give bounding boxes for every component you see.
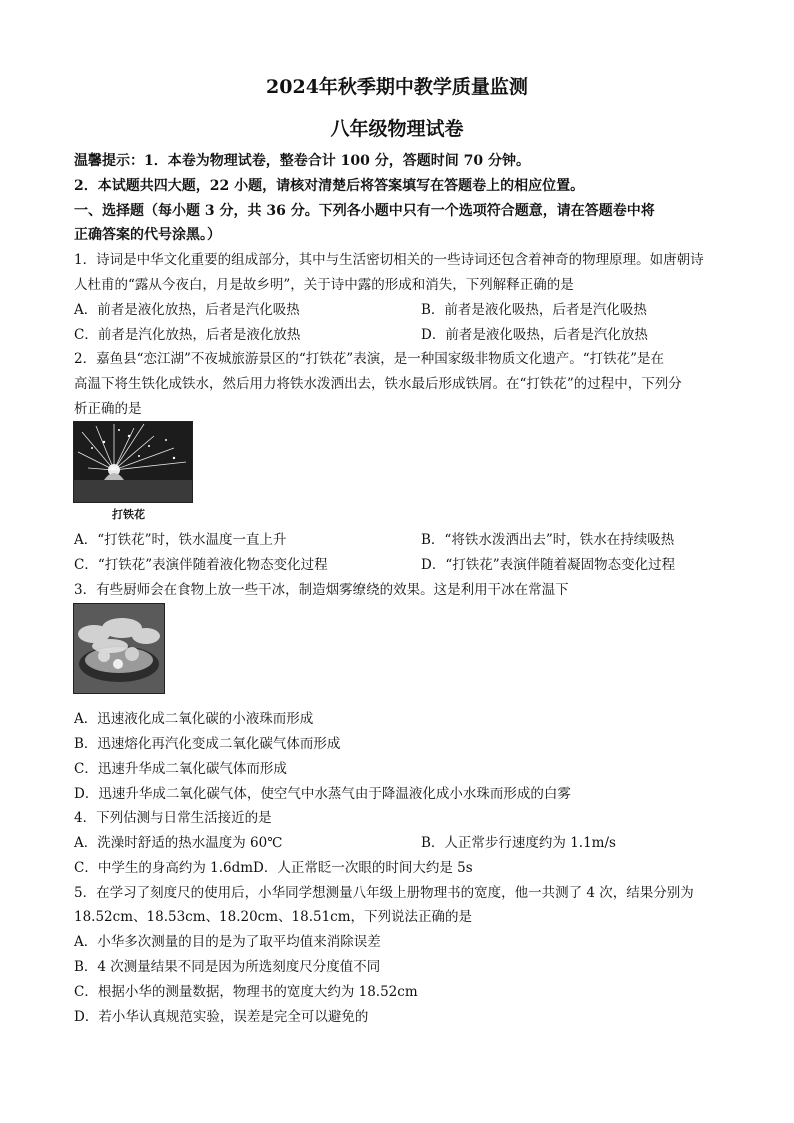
q2-option-c: C．“打铁花”表演伴随着液化物态变化过程 (74, 557, 328, 573)
q5-stem-1: 5．在学习了刻度尺的使用后，小华同学想测量八年级上册物理书的宽度，他一共测了 4 次，结果分别为 (74, 885, 694, 901)
q4-stem: 4．下列估测与日常生活接近的是 (74, 810, 272, 826)
q3-option-d: D．迅速升华成二氧化碳气体，使空气中水蒸气由于降温液化成小水珠而形成的白雾 (74, 786, 571, 802)
q5-option-d: D．若小华认真规范实验，误差是完全可以避免的 (74, 1009, 369, 1025)
notes-line-1: 温馨提示：1．本卷为物理试卷，整卷合计 100 分，答题时间 70 分钟。 (74, 153, 530, 169)
q1-option-d: D．前者是液化吸热，后者是汽化放热 (421, 327, 648, 343)
q4-option-cd: C．中学生的身高约为 1.6dmD．人正常眨一次眼的时间大约是 5s (74, 860, 473, 876)
q1-stem-2: 人杜甫的“露从今夜白，月是故乡明”，关于诗中露的形成和消失，下列解释正确的是 (74, 277, 574, 293)
q5-option-b: B．4 次测量结果不同是因为所选刻度尺分度值不同 (74, 959, 381, 975)
q2-option-b: B．“将铁水泼洒出去”时，铁水在持续吸热 (421, 532, 675, 548)
q3-option-b: B．迅速熔化再汽化变成二氧化碳气体而形成 (74, 736, 341, 752)
iron-flower-image (74, 422, 192, 502)
q1-option-b: B．前者是液化吸热，后者是汽化吸热 (421, 302, 647, 318)
q1-option-c: C．前者是汽化放热，后者是液化放热 (74, 327, 301, 343)
section-heading-cont: 正确答案的代号涂黑。） (74, 227, 221, 243)
q2-option-d: D．“打铁花”表演伴随着凝固物态变化过程 (421, 557, 676, 573)
q5-option-c: C．根据小华的测量数据，物理书的宽度大约为 18.52cm (74, 984, 418, 1000)
q2-stem-3: 析正确的是 (74, 401, 142, 417)
dry-ice-photo (73, 603, 165, 694)
q4-option-b: B．人正常步行速度约为 1.1m/s (421, 835, 616, 851)
q3-stem: 3．有些厨师会在食物上放一些干冰，制造烟雾缭绕的效果。这是利用干冰在常温下 (74, 582, 569, 598)
q4-option-a: A．洗澡时舒适的热水温度为 60℃ (74, 835, 283, 851)
q1-option-a: A．前者是液化放热，后者是汽化吸热 (74, 302, 300, 318)
q2-stem-1: 2．嘉鱼县“恋江湖”不夜城旅游景区的“打铁花”表演，是一种国家级非物质文化遗产。“打铁花”是在 (74, 351, 664, 367)
iron-flower-photo (73, 421, 193, 503)
section-heading: 一、选择题（每小题 3 分，共 36 分。下列各小题中只有一个选项符合题意，请在答题卷中将 (74, 203, 655, 219)
q3-option-c: C．迅速升华成二氧化碳气体而形成 (74, 761, 287, 777)
notes-line-2: 2．本试题共四大题，22 小题，请核对清楚后将答案填写在答题卷上的相应位置。 (74, 178, 585, 194)
photo-caption: 打铁花 (112, 508, 145, 521)
q2-option-a: A．“打铁花”时，铁水温度一直上升 (74, 532, 287, 548)
q2-stem-2: 高温下将生铁化成铁水，然后用力将铁水泼洒出去，铁水最后形成铁屑。在“打铁花”的过程中，下列分 (74, 376, 682, 392)
exam-subtitle: 八年级物理试卷 (330, 118, 464, 140)
q5-stem-2: 18.52cm、18.53cm、18.20cm、18.51cm，下列说法正确的是 (74, 909, 473, 925)
dry-ice-image (74, 604, 164, 693)
q3-option-a: A．迅速液化成二氧化碳的小液珠而形成 (74, 711, 314, 727)
q1-stem-1: 1．诗词是中华文化重要的组成部分，其中与生活密切相关的一些诗词还包含着神奇的物理原理。如唐朝诗 (74, 252, 704, 268)
exam-title: 2024年秋季期中教学质量监测 (266, 76, 528, 98)
q5-option-a: A．小华多次测量的目的是为了取平均值来消除误差 (74, 934, 381, 950)
